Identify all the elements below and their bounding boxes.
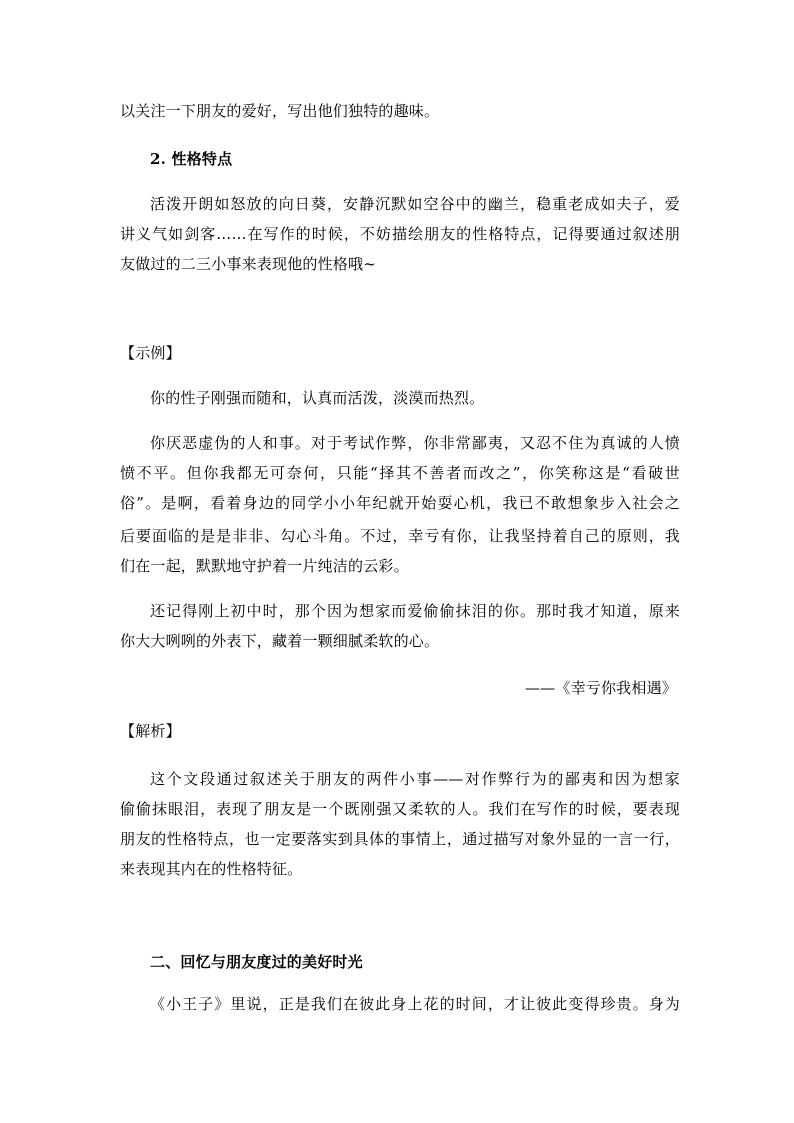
analysis-para-line-4: 来表现其内在的性格特征。: [120, 860, 303, 878]
example-para-3-line-2: 你大大咧咧的外表下，藏着一颗细腻柔软的心。: [120, 632, 440, 650]
little-prince-line: 《小王子》里说，正是我们在彼此身上花的时间，才让彼此变得珍贵。身为: [150, 995, 680, 1013]
example-para-2-line-5: 们在一起，默默地守护着一片纯洁的云彩。: [120, 557, 409, 575]
analysis-para-line-1: 这个文段通过叙述关于朋友的两件小事——对作弊行为的鄙夷和因为想家: [150, 770, 680, 788]
intro-tail-line: 以关注一下朋友的爱好，写出他们独特的趣味。: [120, 102, 440, 120]
example-para-2-line-3: 俗”。是啊，看着身边的同学小小年纪就开始耍心机，我已不敢想象步入社会之: [120, 494, 680, 512]
example-para-2-line-4: 后要面临的是是非非、勾心斗角。不过，幸亏有你，让我坚持着自己的原则，我: [120, 527, 680, 545]
example-para-2-line-1: 你厌恶虚伪的人和事。对于考试作弊，你非常鄙夷，又忍不住为真诚的人愤: [150, 434, 680, 452]
example-para-2-line-2: 愤不平。但你我都无可奈何，只能“择其不善者而改之”，你笑称这是“看破世: [120, 464, 680, 482]
analysis-para-line-3: 朋友的性格特点，也一定要落实到具体的事情上，通过描写对象外显的一言一行，: [120, 830, 680, 848]
section-heading-memories: 二、回忆与朋友度过的美好时光: [150, 953, 363, 971]
character-para-line-1: 活泼开朗如怒放的向日葵，安静沉默如空谷中的幽兰，稳重老成如夫子，爱: [150, 195, 680, 213]
character-para-line-2: 讲义气如剑客……在写作的时候，不妨描绘朋友的性格特点，记得要通过叙述朋: [120, 225, 680, 243]
example-para-1: 你的性子刚强而随和，认真而活泼，淡漠而热烈。: [150, 389, 485, 407]
analysis-para-line-2: 偷偷抹眼泪，表现了朋友是一个既刚强又柔软的人。我们在写作的时候，要表现: [120, 800, 680, 818]
character-para-line-3: 友做过的二三小事来表现他的性格哦~: [120, 255, 376, 273]
example-label: 【示例】: [120, 344, 181, 362]
section-heading-character-traits: 2. 性格特点: [150, 150, 233, 168]
example-para-3-line-1: 还记得刚上初中时，那个因为想家而爱偷偷抹泪的你。那时我才知道，原来: [150, 602, 680, 620]
example-source: ——《幸亏你我相遇》: [524, 679, 677, 697]
analysis-label: 【解析】: [120, 722, 181, 740]
